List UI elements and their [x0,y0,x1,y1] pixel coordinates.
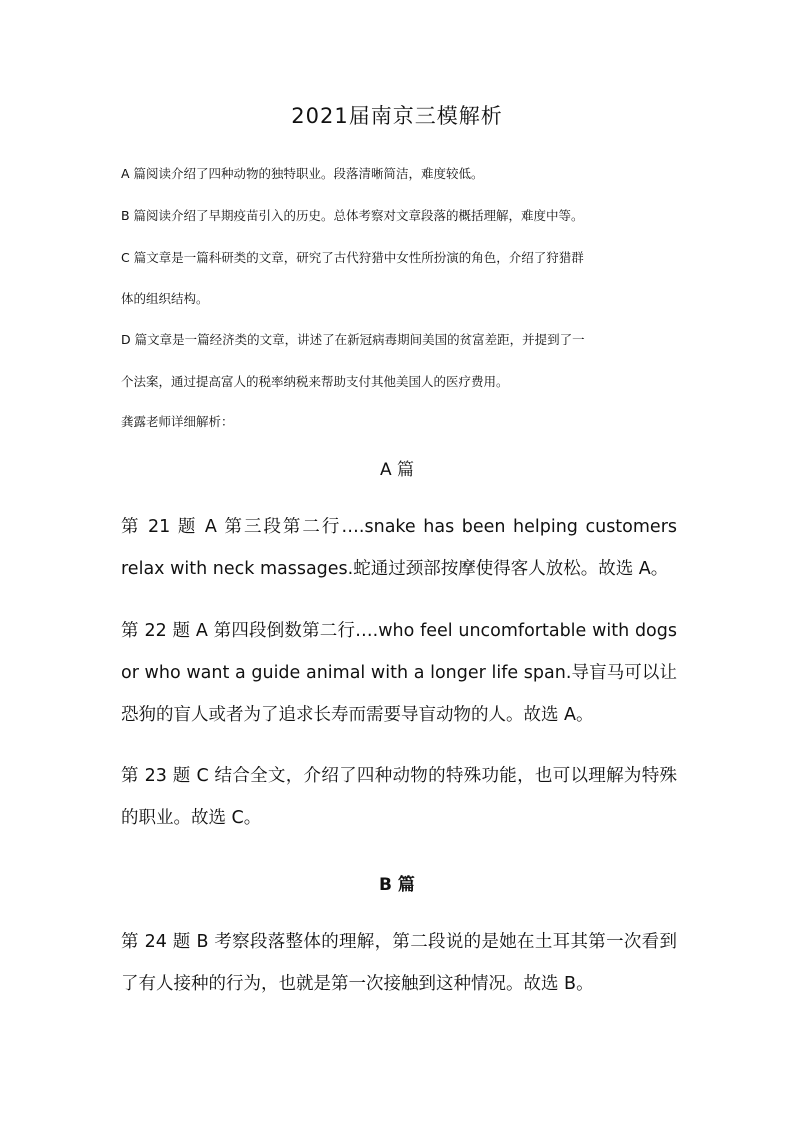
answer-q24-line1: 第 24 题 B 考察段落整体的理解，第二段说的是她在土耳其第一次看到 [121,932,677,952]
answer-q23-line2: 的职业。故选 C。 [121,808,262,828]
document-title: 2021届南京三模解析 [291,104,503,128]
summary-c-line2: 体的组织结构。 [121,291,209,306]
answer-q22-line2: or who want a guide animal with a longer life span.导盲马可以让 [121,663,677,683]
answer-q23 [121,755,677,839]
answer-q21-line2: relax with neck massages.蛇通过颈部按摩使得客人放松。故选 A。 [121,559,669,579]
answer-q21-line1: 第 21 题 A 第三段第二行….snake has been helping customers [121,517,677,537]
summary-b: B 篇阅读介绍了早期疫苗引入的历史。总体考察对文章段落的概括理解，难度中等。 [121,208,584,223]
answer-q22 [121,610,677,736]
answer-q22-line3: 恐狗的盲人或者为了追求长寿而需要导盲动物的人。故选 A。 [121,705,594,725]
answer-q22-line1: 第 22 题 A 第四段倒数第二行….who feel uncomfortable with dogs [121,621,677,641]
summary-a: A 篇阅读介绍了四种动物的独特职业。段落清晰简洁，难度较低。 [121,166,484,181]
answer-q23-line1: 第 23 题 C 结合全文，介绍了四种动物的特殊功能，也可以理解为特殊 [121,766,677,786]
section-a-heading: A 篇 [379,460,415,480]
summary-c-line1: C 篇文章是一篇科研类的文章，研究了古代狩猎中女性所扮演的角色，介绍了狩猎群 [121,250,584,265]
answer-q21 [121,506,677,590]
section-b-heading: B 篇 [379,875,415,895]
summary-d-line2: 个法案，通过提高富人的税率纳税来帮助支付其他美国人的医疗费用。 [121,374,509,389]
answer-q24-line2: 了有人接种的行为，也就是第一次接触到这种情况。故选 B。 [121,974,594,994]
summary-d-line1: D 篇文章是一篇经济类的文章，讲述了在新冠病毒期间美国的贫富差距，并提到了一 [121,332,585,347]
teacher-analysis-label: 龚露老师详细解析： [121,414,234,429]
answer-q24 [121,921,677,1005]
